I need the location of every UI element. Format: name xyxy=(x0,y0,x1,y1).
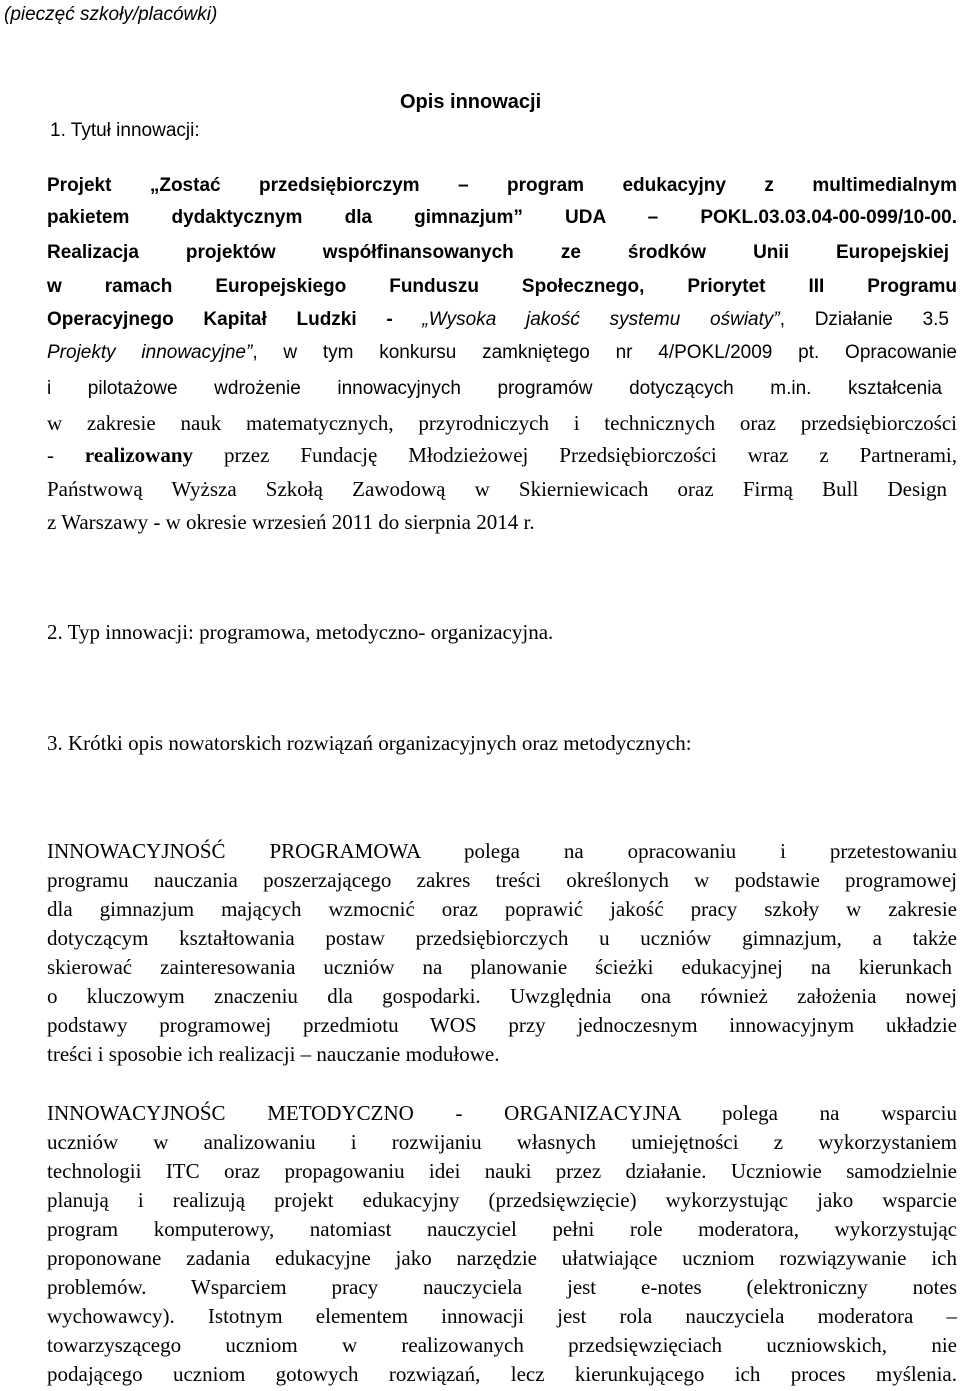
realized-text: realizowany xyxy=(84,443,194,467)
section-2-innovation-type: 2. Typ innowacji: programowa, metodyczno- organizacyjna. xyxy=(47,620,554,644)
program-innovation-line-6: o kluczowym znaczeniu dla gospodarki. Uwzględnia ona również założenia nowej xyxy=(47,984,957,1008)
program-innovation-line-7: podstawy programowej przedmiotu WOS przy jednoczesnym innowacyjnym układzie xyxy=(47,1013,957,1037)
priority-quote: „Wysoka jakość systemu oświaty” xyxy=(422,309,780,330)
program-name-text: Operacyjnego Kapitał Ludzki - xyxy=(47,309,423,330)
program-innovation-line-1: INNOWACYJNOŚĆ PROGRAMOWA polega na opracowaniu i przetestowaniu xyxy=(47,839,957,863)
program-innovation-line-8: treści i sposobie ich realizacji – nauczanie modułowe. xyxy=(47,1042,500,1066)
methodical-innovation-line-7: problemów. Wsparciem pracy nauczyciela jest e-notes (elektroniczny notes xyxy=(47,1275,957,1299)
contest-text: , w tym konkursu zamkniętego nr 4/POKL/2009 pt. Opracowanie xyxy=(252,342,957,363)
project-title-line-6 xyxy=(47,343,957,362)
program-innovation-line-3: dla gimnazjum mających wzmocnić oraz poprawić jakość pracy szkoły w zakresie xyxy=(47,897,957,921)
section-3-heading: 3. Krótki opis nowatorskich rozwiązań organizacyjnych oraz metodycznych: xyxy=(47,731,692,755)
program-innovation-line-5: skierować zainteresowania uczniów na planowanie ścieżki edukacyjnej na kierunkach xyxy=(47,955,952,979)
document-title: Opis innowacji xyxy=(400,91,542,113)
section-1-heading: 1. Tytuł innowacji: xyxy=(50,120,200,141)
program-innovation-line-4: dotyczącym kształtowania postaw przedsiębiorczych u uczniów gimnazjum, a także xyxy=(47,926,957,950)
project-title-line-9 xyxy=(47,445,957,466)
methodical-innovation-line-2: uczniów w analizowaniu i rozwijaniu własnych umiejętności z wykorzystaniem xyxy=(47,1130,957,1154)
project-title-line-2: pakietem dydaktycznym dla gimnazjum” UDA – POKL.03.03.04-00-099/10-00. xyxy=(47,207,957,228)
methodical-innovation-line-4: planują i realizują projekt edukacyjny (przedsięwzięcie) wykorzystując jako wsparcie xyxy=(47,1188,957,1212)
methodical-innovation-line-8: wychowawcy). Istotnym elementem innowacji jest rola nauczyciela moderatora – xyxy=(47,1304,957,1328)
project-title-line-11: z Warszawy - w okresie wrzesień 2011 do sierpnia 2014 r. xyxy=(47,510,535,534)
school-stamp-placeholder: (pieczęć szkoły/placówki) xyxy=(4,4,218,25)
methodical-innovation-line-9: towarzyszącego uczniom w realizowanych przedsięwzięciach uczniowskich, nie xyxy=(47,1333,957,1357)
methodical-innovation-line-10: podającego uczniom gotowych rozwiązań, lecz kierunkującego ich proces myślenia. xyxy=(47,1362,957,1386)
project-title-line-5 xyxy=(47,310,949,329)
project-title-line-4: w ramach Europejskiego Funduszu Społecznego, Priorytet III Programu xyxy=(47,276,957,297)
dash-text: - xyxy=(47,443,85,467)
project-title-line-1: Projekt „Zostać przedsiębiorczym – program edukacyjny z multimedialnym xyxy=(47,175,957,196)
project-title-line-8: w zakresie nauk matematycznych, przyrodniczych i technicznych oraz przedsiębiorczości xyxy=(47,411,957,435)
project-title-line-3: Realizacja projektów współfinansowanych ze środków Unii Europejskiej xyxy=(47,242,949,263)
measure-text: , Działanie 3.5 xyxy=(779,309,949,330)
methodical-innovation-line-5: program komputerowy, natomiast nauczyciel pełni role moderatora, wykorzystując xyxy=(47,1217,957,1241)
methodical-innovation-line-3: technologii ITC oraz propagowaniu idei nauki przez działanie. Uczniowie samodzielnie xyxy=(47,1159,957,1183)
methodical-innovation-line-1: INNOWACYJNOŚC METODYCZNO - ORGANIZACYJNA polega na wsparciu xyxy=(47,1101,957,1125)
project-title-line-10: Państwową Wyższa Szkołą Zawodową w Skierniewicach oraz Firmą Bull Design xyxy=(47,477,947,501)
program-innovation-line-2: programu nauczania poszerzającego zakres treści określonych w podstawie programowej xyxy=(47,868,957,892)
methodical-innovation-line-6: proponowane zadania edukacyjne jako narzędzie ułatwiające uczniom rozwiązywanie ich xyxy=(47,1246,957,1270)
project-title-line-7: i pilotażowe wdrożenie innowacyjnych programów dotyczących m.in. kształcenia xyxy=(47,378,942,399)
foundation-text: przez Fundację Młodzieżowej Przedsiębiorczości wraz z Partnerami, xyxy=(193,443,957,467)
innovative-projects-text: Projekty innowacyjne” xyxy=(47,342,253,363)
